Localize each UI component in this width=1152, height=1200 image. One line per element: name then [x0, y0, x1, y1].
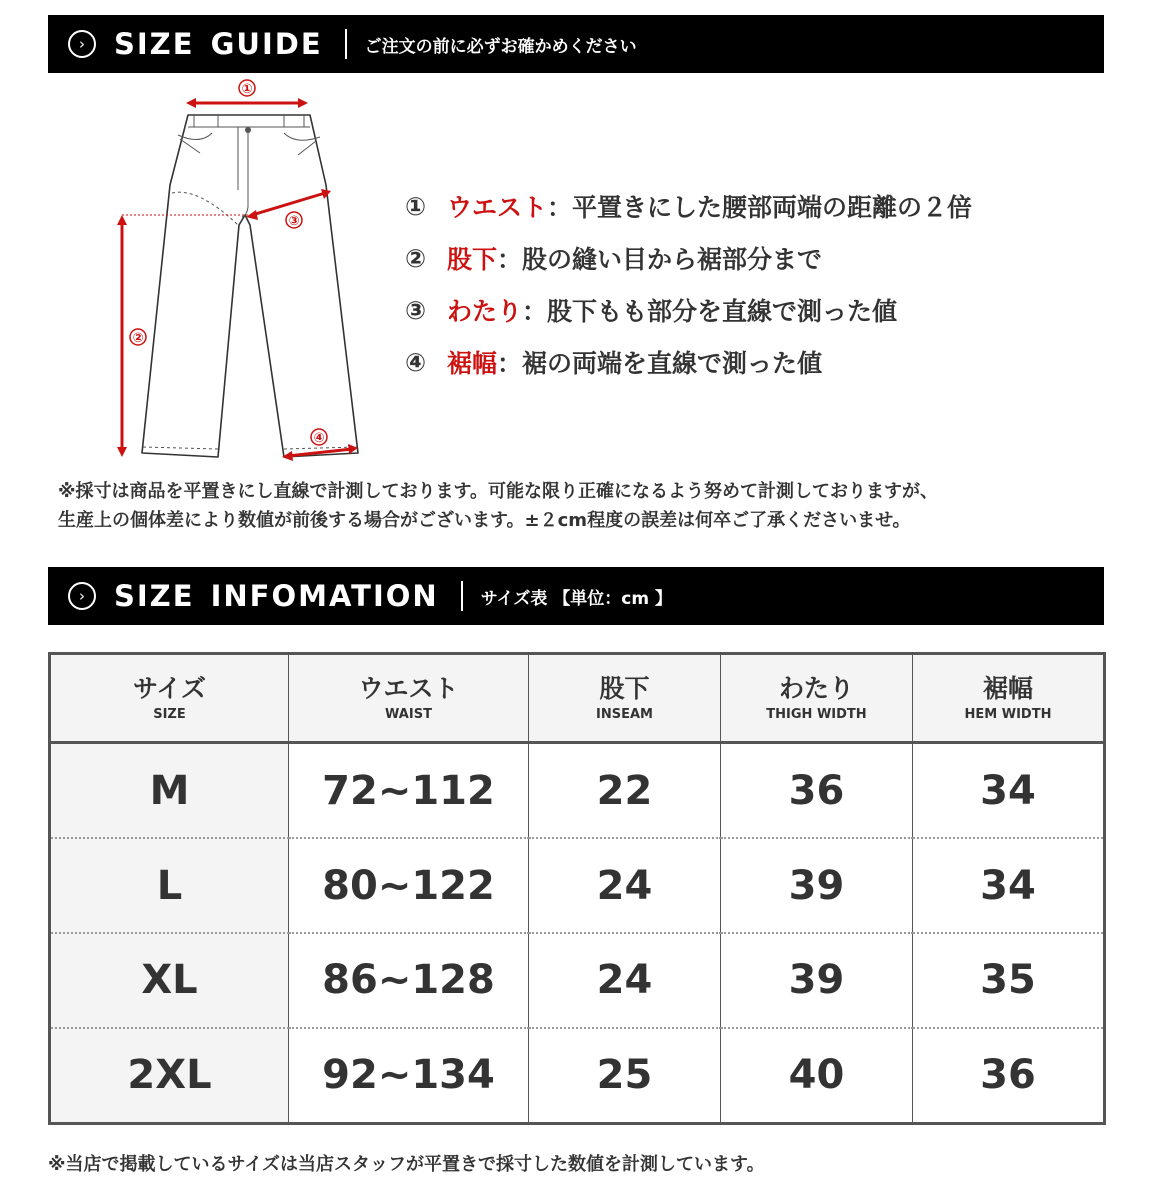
cell-hem: 36: [980, 1052, 1036, 1099]
cell-hem: 35: [913, 933, 1105, 1028]
definition-thigh: [405, 284, 972, 336]
table-row: [50, 743, 1105, 839]
marker-3: ③: [288, 214, 300, 229]
cell-inseam: 25: [529, 1028, 721, 1124]
definition-waist: [405, 180, 972, 232]
marker-2: ②: [132, 331, 144, 346]
cell-size: L: [50, 838, 289, 933]
cell-thigh: 39: [721, 838, 913, 933]
cell-size: M: [50, 743, 289, 839]
cell-waist: 72~112: [289, 743, 529, 839]
table-row: [50, 933, 1105, 1028]
pants-illustration: [100, 75, 370, 467]
table-row: [50, 1028, 1105, 1124]
cell-thigh: 39: [721, 933, 913, 1028]
cell-size: XL: [50, 933, 289, 1028]
cell-inseam: 22: [529, 743, 721, 839]
size-table: [48, 652, 1106, 1125]
size-info-subtitle: サイズ表 【単位：cm 】: [480, 588, 672, 609]
size-info-banner: [48, 567, 1104, 625]
header-waist: ウエスト WAIST: [289, 654, 529, 743]
definition-desc: ：股下もも部分を直線で測った値: [522, 297, 898, 326]
cell-hem: 34: [913, 838, 1105, 933]
cell-size: 2XL: [50, 1028, 289, 1124]
cell-thigh: 40: [721, 1028, 913, 1124]
cell-inseam: 24: [529, 933, 721, 1028]
table-row: [50, 838, 1105, 933]
definition-term: わたり: [447, 297, 523, 326]
definition-term: 股下: [447, 245, 498, 274]
banner-divider: [345, 29, 347, 59]
size-guide-title: SIZE GUIDE: [114, 27, 323, 61]
definition-hem: [405, 336, 972, 388]
size-info-title: SIZE INFOMATION: [114, 579, 439, 613]
banner-divider: [461, 581, 463, 611]
measurement-definitions: [405, 180, 972, 388]
definition-desc: ：股の縫い目から裾部分まで: [497, 245, 823, 274]
cell-waist: 92~134: [289, 1028, 529, 1124]
size-guide-banner: [48, 15, 1104, 73]
cell-hem: 34: [913, 743, 1105, 839]
cell-inseam: 24: [529, 838, 721, 933]
header-hem: 裾幅 HEM WIDTH: [913, 654, 1105, 743]
definition-term: ウエスト: [447, 193, 548, 222]
definition-desc: ：裾の両端を直線で測った値: [497, 349, 823, 378]
pants-diagram: [100, 75, 370, 471]
header-size: サイズ SIZE: [50, 654, 289, 743]
definition-number: ③: [405, 295, 427, 325]
definition-inseam: [405, 232, 972, 284]
note-line: 生産上の個体差により数値が前後する場合がございます。±２cm程度の誤差は何卒ご了承くださいませ。: [58, 510, 911, 531]
cell-waist: 86~128: [289, 933, 529, 1028]
footer-note: ※当店で掲載しているサイズは当店スタッフが平置きで採寸した数値を計測しています。: [48, 1154, 765, 1175]
definition-number: ①: [405, 191, 427, 221]
cell-waist: 80~122: [289, 838, 529, 933]
chevron-right-circle-icon: ›: [68, 582, 96, 610]
definition-term: 裾幅: [447, 349, 498, 378]
marker-4: ④: [313, 431, 325, 446]
header-inseam: 股下 INSEAM: [529, 654, 721, 743]
note-line: ※採寸は商品を平置きにし直線で計測しております。可能な限り正確になるよう努めて計測しておりますが、: [58, 481, 939, 502]
cell-thigh: 36: [721, 743, 913, 839]
marker-1: ①: [241, 82, 253, 97]
size-guide-subtitle: ご注文の前に必ずお確かめください: [364, 36, 637, 57]
chevron-right-circle-icon: ›: [68, 30, 96, 58]
header-thigh: わたり THIGH WIDTH: [721, 654, 913, 743]
measurement-note: [58, 477, 938, 535]
table-header-row: [50, 654, 1105, 743]
definition-desc: ：平置きにした腰部両端の距離の２倍: [547, 193, 973, 222]
definition-number: ④: [405, 347, 427, 377]
definition-number: ②: [405, 243, 427, 273]
